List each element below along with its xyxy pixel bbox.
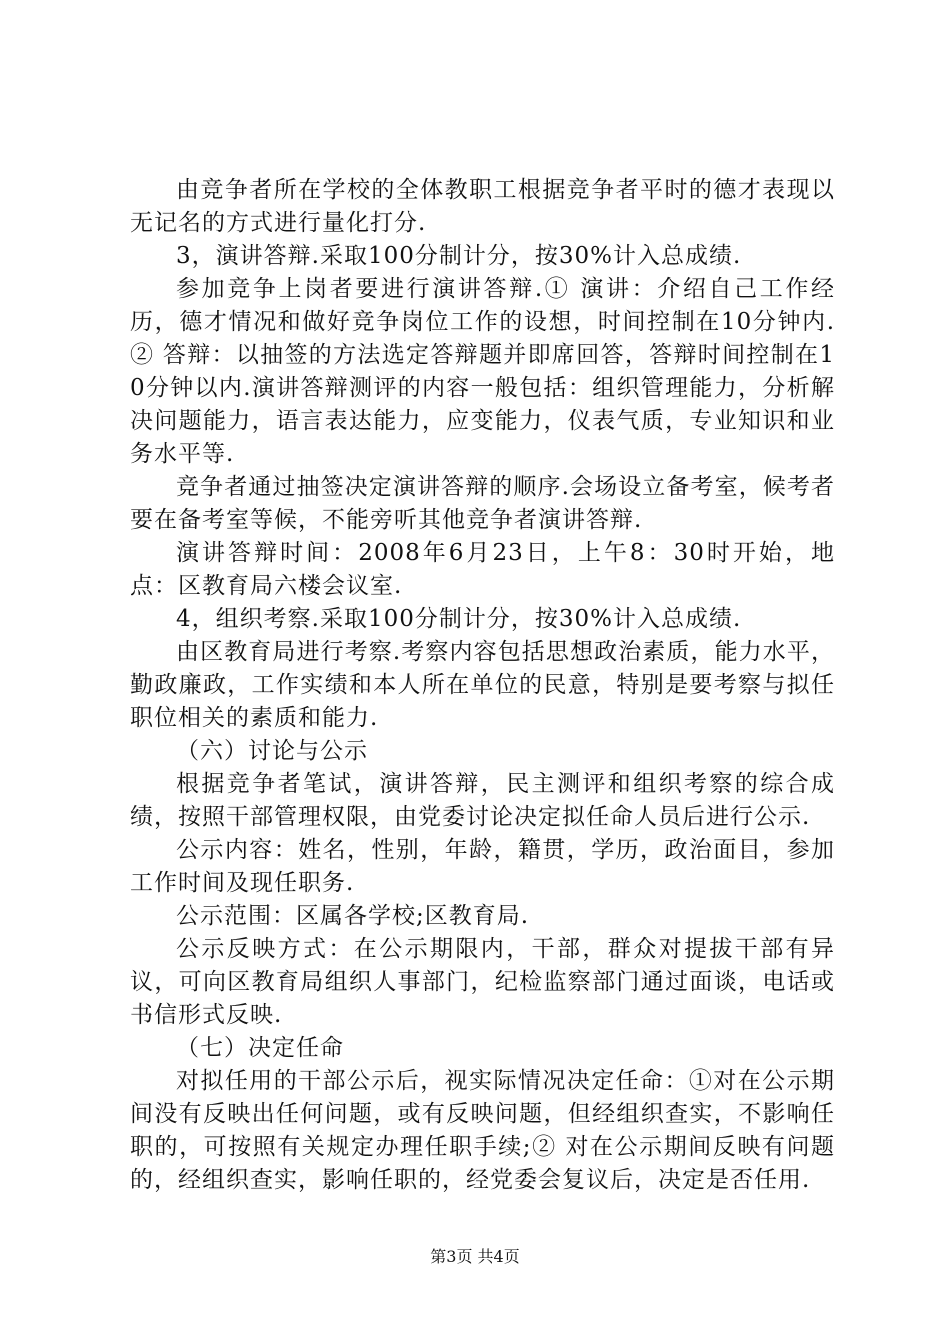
paragraph: 4，组织考察.采取100分制计分，按30%计入总成绩. xyxy=(176,606,742,632)
paragraph: 演讲答辩时间：2008年6月23日，上午8：30时开始，地点：区教育局六楼会议室. xyxy=(130,540,835,599)
paragraph: 竞争者通过抽签决定演讲答辩的顺序.会场设立备考室，候考者要在备考室等候，不能旁听其他竞争者演讲答辩. xyxy=(130,474,835,533)
paragraph: 公示范围：区属各学校;区教育局. xyxy=(176,903,530,929)
paragraph: 对拟任用的干部公示后，视实际情况决定任命：①对在公示期间没有反映出任何问题，或有反映问题，但经组织查实，不影响任职的，可按照有关规定办理任职手续;② 对在公示期间反映有问题的，经组织查实，影响任职的，经党委会复议后，决定是否任用. xyxy=(130,1068,835,1193)
paragraph: 根据竞争者笔试，演讲答辩，民主测评和组织考察的综合成绩，按照干部管理权限，由党委讨论决定拟任命人员后进行公示. xyxy=(130,771,835,830)
page-footer xyxy=(0,1244,950,1267)
document-body xyxy=(130,174,835,1197)
paragraph: 公示内容：姓名，性别，年龄，籍贯，学历，政治面目，参加工作时间及现任职务. xyxy=(130,837,835,896)
paragraph: 由区教育局进行考察.考察内容包括思想政治素质，能力水平，勤政廉政，工作实绩和本人所在单位的民意，特别是要考察与拟任职位相关的素质和能力. xyxy=(130,639,835,731)
paragraph: 公示反映方式：在公示期限内，干部，群众对提拔干部有异议，可向区教育局组织人事部门，纪检监察部门通过面谈，电话或书信形式反映. xyxy=(130,936,835,1028)
section-heading: （六）讨论与公示 xyxy=(176,738,368,764)
paragraph: 参加竞争上岗者要进行演讲答辩.① 演讲：介绍自己工作经历，德才情况和做好竞争岗位工作的设想，时间控制在10分钟内.② 答辩：以抽签的方法选定答辩题并即席回答，答辩时间控制在10分钟以内.演讲答辩测评的内容一般包括：组织管理能力，分析解决问题能力，语言表达能力，应变能力，仪表气质，专业知识和业务水平等. xyxy=(130,276,835,467)
paragraph: 由竞争者所在学校的全体教职工根据竞争者平时的德才表现以无记名的方式进行量化打分. xyxy=(130,177,835,236)
page-number: 第3页 共4页 xyxy=(430,1247,520,1266)
section-heading: （七）决定任命 xyxy=(176,1035,344,1061)
paragraph: 3，演讲答辩.采取100分制计分，按30%计入总成绩. xyxy=(176,243,742,269)
